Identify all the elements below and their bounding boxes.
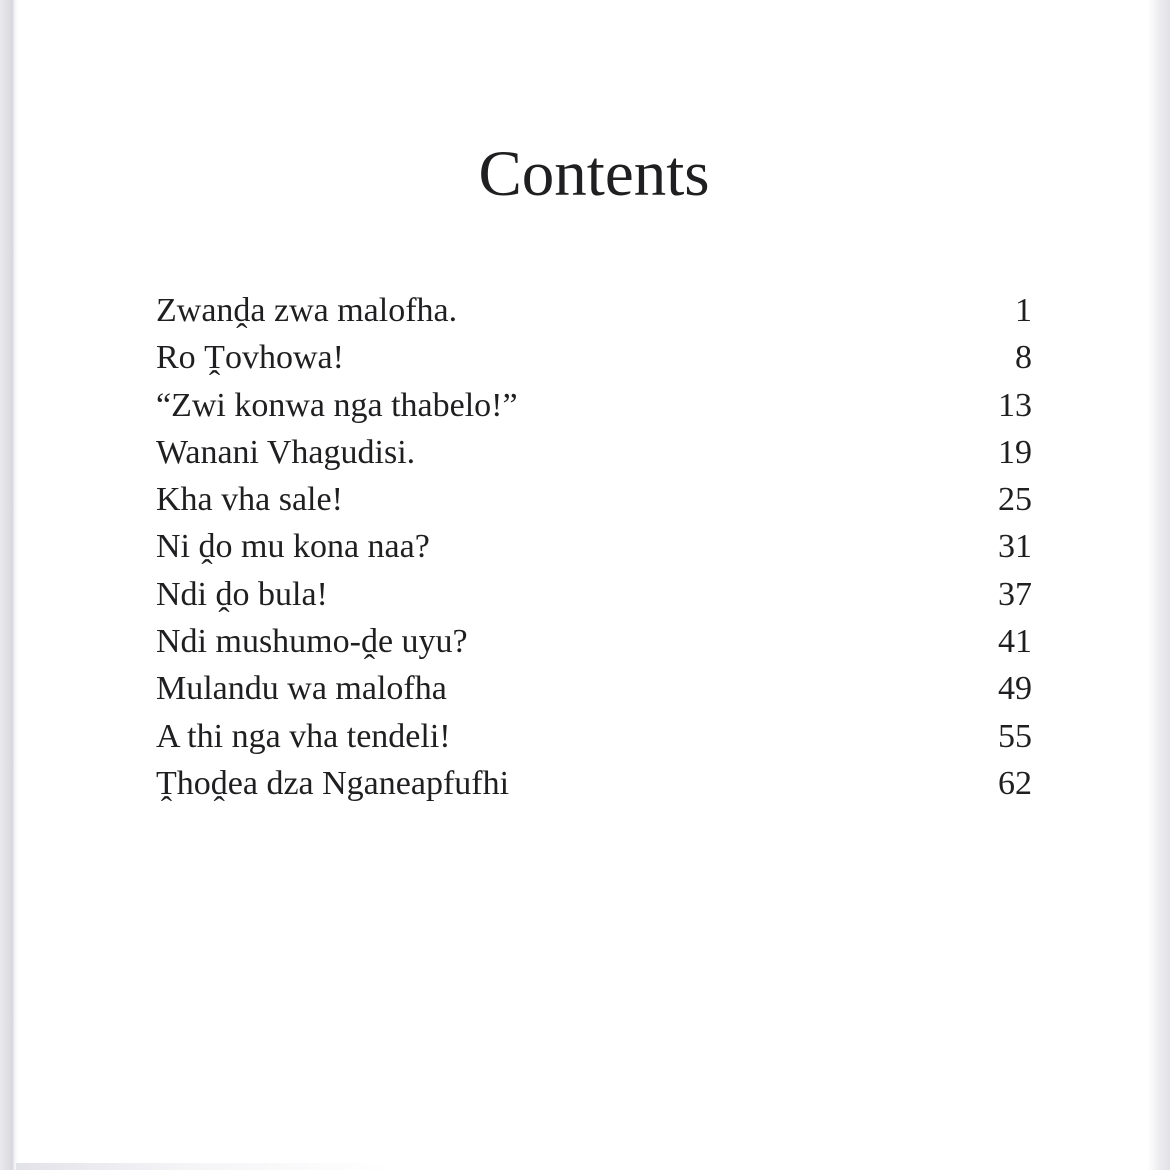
toc-entry-title: “Zwi konwa nga thabelo!” bbox=[156, 386, 518, 424]
toc-row[interactable] bbox=[156, 713, 1032, 760]
toc-row[interactable] bbox=[156, 476, 1032, 523]
page-content bbox=[156, 0, 1032, 1170]
toc-row[interactable] bbox=[156, 382, 1032, 429]
toc-entry-title: Kha vha sale! bbox=[156, 481, 343, 519]
toc-entry-page-number: 13 bbox=[998, 386, 1032, 424]
toc-entry-page-number: 62 bbox=[998, 764, 1032, 802]
toc-entry-title: Wanani Vhagudisi. bbox=[156, 433, 416, 471]
toc-entry-page-number: 8 bbox=[1015, 339, 1032, 377]
toc-row[interactable] bbox=[156, 523, 1032, 570]
page-right-edge-shadow bbox=[1148, 0, 1170, 1170]
toc-entry-title: Mulandu wa malofha bbox=[156, 670, 447, 708]
toc-entry-page-number: 25 bbox=[998, 481, 1032, 519]
toc-entry-title: Ni ḓo mu kona naa? bbox=[156, 528, 430, 566]
toc-row[interactable] bbox=[156, 760, 1032, 807]
toc-entry-page-number: 19 bbox=[998, 433, 1032, 471]
toc-list bbox=[156, 287, 1032, 807]
toc-entry-title: Ndi mushumo-ḓe uyu? bbox=[156, 623, 468, 661]
toc-row[interactable] bbox=[156, 429, 1032, 476]
toc-entry-title: Ṱhoḓea dza Nganeapfufhi bbox=[156, 764, 510, 802]
toc-entry-page-number: 55 bbox=[998, 717, 1032, 755]
page-left-edge-shadow bbox=[0, 0, 20, 1170]
toc-entry-page-number: 41 bbox=[998, 623, 1032, 661]
toc-entry-title: Ndi ḓo bula! bbox=[156, 575, 328, 613]
toc-entry-title: Zwanḓa zwa malofha. bbox=[156, 292, 458, 329]
toc-entry-page-number: 1 bbox=[1015, 292, 1032, 329]
toc-entry-title: A thi nga vha tendeli! bbox=[156, 717, 451, 755]
toc-row[interactable] bbox=[156, 571, 1032, 618]
toc-row[interactable] bbox=[156, 618, 1032, 665]
contents-title: Contents bbox=[478, 138, 710, 210]
toc-entry-title: Ro Ṱovhowa! bbox=[156, 339, 344, 377]
toc-entry-page-number: 37 bbox=[998, 575, 1032, 613]
toc-row[interactable] bbox=[156, 665, 1032, 712]
toc-row[interactable] bbox=[156, 334, 1032, 381]
toc-entry-page-number: 49 bbox=[998, 670, 1032, 708]
toc-row[interactable] bbox=[156, 287, 1032, 334]
toc-entry-page-number: 31 bbox=[998, 528, 1032, 566]
